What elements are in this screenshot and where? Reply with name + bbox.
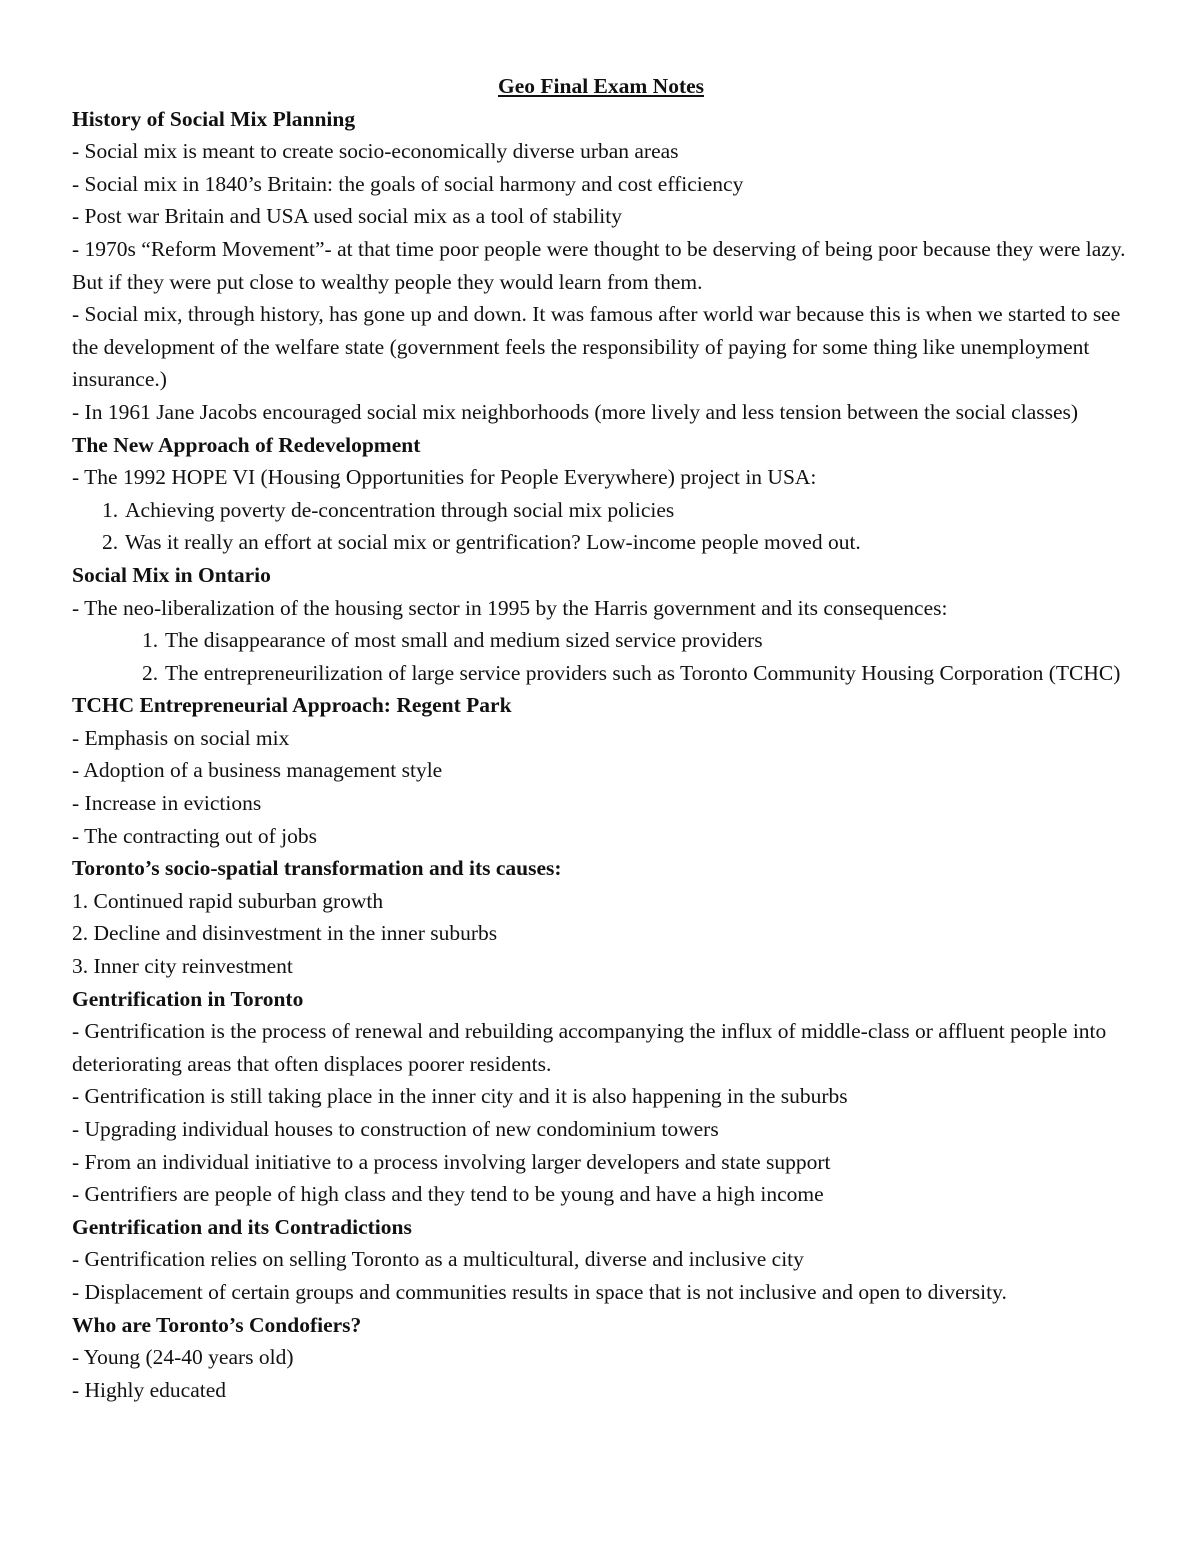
bullet-line: - Gentrification is the process of renewal and rebuilding accompanying the influx of middle-class or affluent people into deteriorating areas that often displaces poorer residents. [72, 1019, 1107, 1076]
numbered-item [72, 657, 1130, 690]
bullet-line: - Young (24-40 years old) [72, 1345, 294, 1370]
bullet-line: - Emphasis on social mix [72, 725, 290, 750]
item-number: 2. [102, 530, 119, 555]
section-heading: The New Approach of Redevelopment [72, 432, 421, 457]
section-heading: Gentrification and its Contradictions [72, 1214, 412, 1239]
bullet-line: - Upgrading individual houses to construction of new condominium towers [72, 1117, 719, 1141]
section-heading: Toronto’s socio-spatial transformation and its causes: [72, 856, 562, 881]
numbered-item [72, 526, 1130, 559]
numbered-line: 3. Inner city reinvestment [72, 954, 293, 979]
item-number: 1. [142, 628, 159, 653]
bullet-line: - Adoption of a business management style [72, 758, 443, 783]
bullet-line: - Displacement of certain groups and communities results in space that is not inclusive and open to diversity. [72, 1279, 1007, 1304]
item-text: The disappearance of most small and medium sized service providers [165, 628, 763, 653]
section-heading: TCHC Entrepreneurial Approach: Regent Park [72, 693, 512, 718]
bullet-line: - Highly educated [72, 1377, 227, 1402]
bullet-line: - The neo-liberalization of the housing sector in 1995 by the Harris government and its consequences: [72, 595, 948, 620]
bullet-line: - Gentrifiers are people of high class and they tend to be young and have a high income [72, 1182, 824, 1207]
bullet-line: - Social mix in 1840’s Britain: the goals of social harmony and cost efficiency [72, 171, 744, 196]
bullet-line: - Gentrification is still taking place in the inner city and it is also happening in the suburbs [72, 1084, 848, 1109]
bullet-line: - From an individual initiative to a process involving larger developers and state support [72, 1149, 831, 1174]
document-page [72, 70, 1130, 1406]
item-number: 2. [142, 660, 159, 685]
section-heading: History of Social Mix Planning [72, 106, 356, 131]
bullet-line: - Post war Britain and USA used social mix as a tool of stability [72, 204, 622, 229]
section-heading: Who are Toronto’s Condofiers? [72, 1312, 362, 1337]
item-text: The entrepreneurilization of large service providers such as Toronto Community Housing Corporation (TCHC) [165, 660, 1121, 685]
bullet-line: - In 1961 Jane Jacobs encouraged social mix neighborhoods (more lively and less tension between the social classes) [72, 399, 1079, 424]
section-heading: Social Mix in Ontario [72, 562, 271, 587]
bullet-line: - Increase in evictions [72, 791, 262, 816]
document-title: Geo Final Exam Notes [497, 74, 705, 98]
bullet-line: - Gentrification relies on selling Toronto as a multicultural, diverse and inclusive city [72, 1247, 804, 1272]
section-heading: Gentrification in Toronto [72, 986, 304, 1011]
bullet-line: - Social mix is meant to create socio-economically diverse urban areas [72, 139, 679, 164]
item-number: 1. [102, 497, 119, 522]
numbered-line: 1. Continued rapid suburban growth [72, 888, 384, 913]
numbered-item [72, 494, 1130, 527]
numbered-line: 2. Decline and disinvestment in the inner suburbs [72, 921, 498, 946]
bullet-line: - The contracting out of jobs [72, 823, 318, 848]
numbered-item [72, 624, 1130, 657]
bullet-line: - Social mix, through history, has gone up and down. It was famous after world war because this is when we started to see the development of the welfare state (government feels the responsibility of paying for some thing like unemployment insurance.) [72, 302, 1121, 392]
item-text: Achieving poverty de-concentration through social mix policies [125, 497, 675, 522]
bullet-line: - 1970s “Reform Movement”- at that time poor people were thought to be deserving of being poor because they were lazy. But if they were put close to wealthy people they would learn from them. [72, 236, 1126, 294]
bullet-line: - The 1992 HOPE VI (Housing Opportunities for People Everywhere) project in USA: [72, 465, 817, 490]
item-text: Was it really an effort at social mix or gentrification? Low-income people moved out. [125, 530, 861, 555]
